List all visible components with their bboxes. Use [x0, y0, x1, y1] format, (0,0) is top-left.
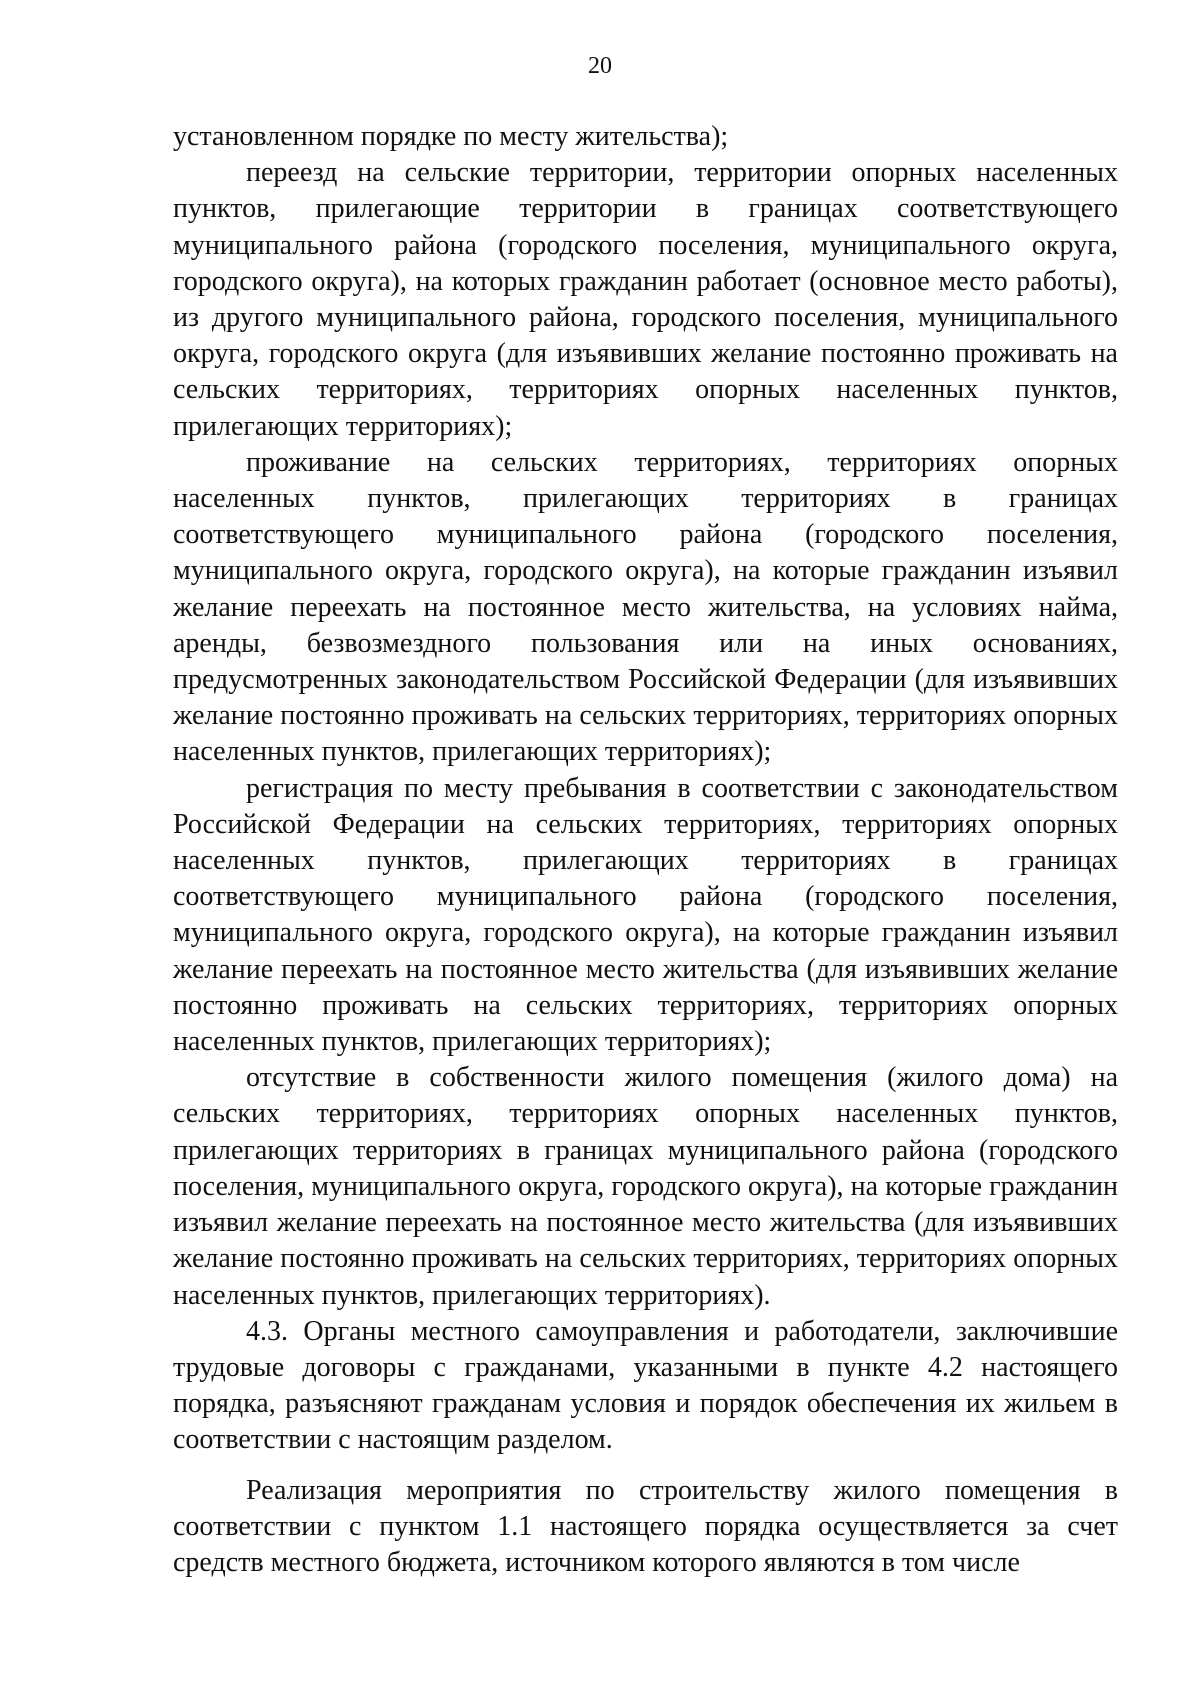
body-text [173, 119, 1118, 1581]
paragraph-no-ownership: отсутствие в собственности жилого помещения (жилого дома) на сельских территориях, территориях опорных населенных пунктов, прилегающих территориях в границах муниципального района (городского поселения, муниципального округа, городского округа), на которые гражданин изъявил желание переехать на постоянное место жительства (для изъявивших желание постоянно проживать на сельских территориях, территориях опорных населенных пунктов, прилегающих территориях). [173, 1062, 1118, 1311]
paragraph-registration: регистрация по месту пребывания в соответствии с законодательством Российской Федерации на сельских территориях, территориях опорных населенных пунктов, прилегающих территориях в границах соответствующего муниципального района (городского поселения, муниципального округа, городского округа), на которые гражданин изъявил желание переехать на постоянное место жительства (для изъявивших желание постоянно проживать на сельских территориях, территориях опорных населенных пунктов, прилегающих территориях); [173, 772, 1118, 1058]
paragraph-section-4-3: 4.3. Органы местного самоуправления и работодатели, заключившие трудовые договоры с гражданами, указанными в пункте 4.2 настоящего порядка, разъясняют гражданам условия и порядок обеспечения их жильем в соответствии с настоящим разделом. [173, 1315, 1118, 1456]
page-number: 20 [588, 53, 612, 79]
paragraph-continuation: установленном порядке по месту жительства); [173, 121, 729, 152]
paragraph-residence: проживание на сельских территориях, территориях опорных населенных пунктов, прилегающих территориях в границах соответствующего муниципального района (городского поселения, муниципального округа, городского округа), на которые гражданин изъявил желание переехать на постоянное место жительства, на условиях найма, аренды, безвозмездного пользования или на иных основаниях, предусмотренных законодательством Российской Федерации (для изъявивших желание постоянно проживать на сельских территориях, территориях опорных населенных пунктов, прилегающих территориях); [173, 446, 1118, 768]
paragraph-implementation: Реализация мероприятия по строительству жилого помещения в соответствии с пунктом 1.1 настоящего порядка осуществляется за счет средств местного бюджета, источником которого являются в том числе [173, 1474, 1118, 1578]
paragraph-relocation: переезд на сельские территории, территории опорных населенных пунктов, прилегающие территории в границах соответствующего муниципального района (городского поселения, муниципального округа, городского округа), на которых гражданин работает (основное место работы), из другого муниципального района, городского поселения, муниципального округа, городского округа (для изъявивших желание постоянно проживать на сельских территориях, территориях опорных населенных пунктов, прилегающих территориях); [173, 157, 1118, 442]
